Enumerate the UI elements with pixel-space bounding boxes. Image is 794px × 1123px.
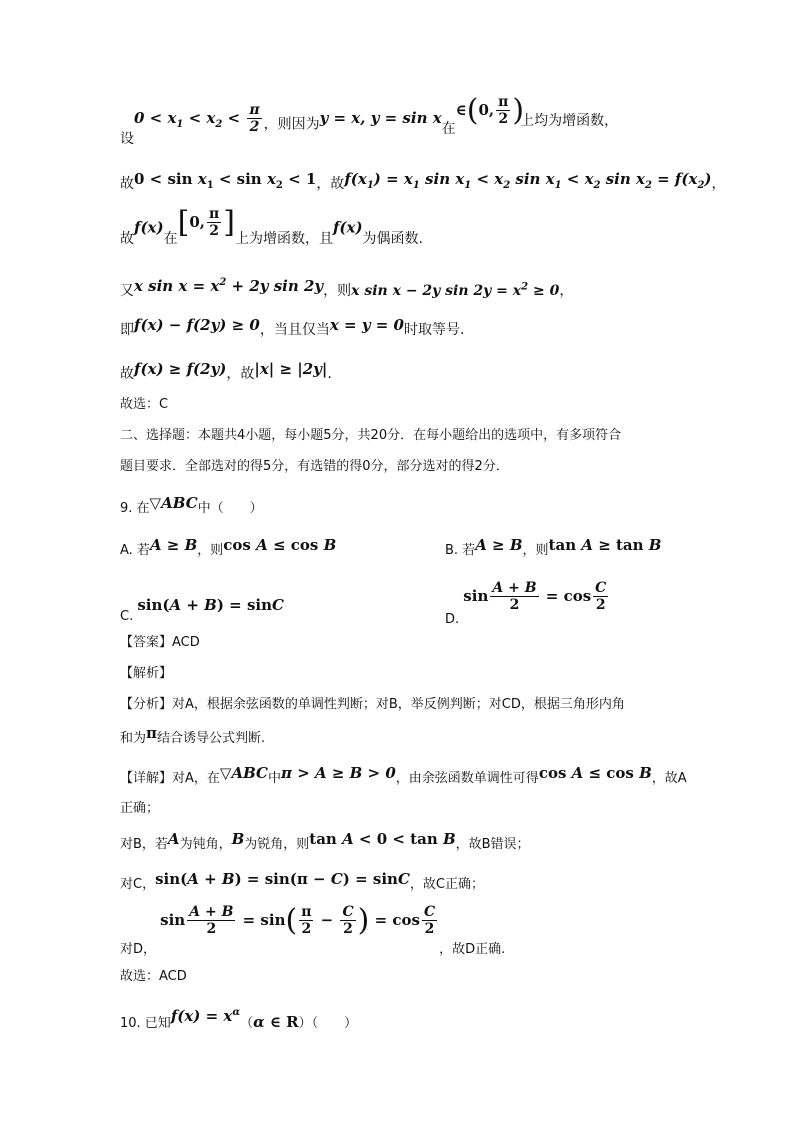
line-5 <box>120 318 464 341</box>
text: B. 若 <box>445 543 476 558</box>
line-1 <box>120 92 622 158</box>
math-triangle: ▽ABC <box>219 764 268 782</box>
math-eq: x = y = 0 <box>329 316 404 334</box>
math-triangle: ▽ABC <box>149 494 198 512</box>
math: sin(A + B) = sin(π − C) = sinC <box>155 870 410 888</box>
text: 故 <box>120 366 134 382</box>
text: 对C， <box>120 877 156 892</box>
line-4 <box>120 276 573 302</box>
math-ineq: x sin x − 2y $\sin 2y = x^2 \ge 0$ <box>351 281 560 299</box>
detail-line-1 <box>120 766 687 790</box>
text: . <box>327 366 332 382</box>
text: 【详解】对A，在 <box>120 771 220 786</box>
text: 对B，若 <box>120 837 168 852</box>
text: C. <box>120 609 134 624</box>
text: ）（ ） <box>298 1016 358 1031</box>
answer-line: 故选：C <box>120 397 169 412</box>
line-6 <box>120 362 332 385</box>
line-2 <box>120 172 726 201</box>
math-eq: x $\sin x = x^2 + 2y$ sin 2y <box>134 277 324 295</box>
detail-d <box>120 902 506 957</box>
text: ，则 <box>522 543 549 558</box>
text: 又 <box>120 283 134 299</box>
math-fx: f(x) <box>134 218 164 237</box>
text: 上均为增函数， <box>520 112 619 129</box>
option-c <box>120 596 284 624</box>
text: 在 <box>441 120 456 137</box>
answer-acd: 故选：ACD <box>120 969 187 984</box>
math-f-chain: $f(x_1) = x_1$ $\sin x_1 < x_2$ $\sin x_1 < x_2$ $\sin x_2 = f(x_2)$ <box>344 170 712 191</box>
question-10 <box>120 1008 357 1035</box>
text: ，由余弦函数单调性可得 <box>395 771 539 786</box>
text: ，故B错误； <box>455 837 530 852</box>
text: 在 <box>163 230 178 247</box>
math-pi: π <box>146 724 157 742</box>
text: ，则因为 <box>263 116 320 133</box>
text: A. 若 <box>120 543 150 558</box>
math: α ∈ R <box>253 1013 299 1031</box>
text: ，故D正确. <box>439 941 506 957</box>
math: A ≥ B <box>149 536 198 554</box>
math: sin $\frac{A + B}{2}$ = sin( $\frac{\pi}{2}$ − $\frac{C}{2}$ ) = cos $\frac{C}{2}$ <box>160 902 436 938</box>
text: 和为 <box>120 731 147 746</box>
math-sin-ineq: $0 < \sin x_1 < \sin x_2 < 1$ <box>134 170 317 191</box>
answer-tag: 【答案】ACD <box>120 635 200 650</box>
section-2-line-2: 题目要求．全部选对的得5分，有选错的得0分，部分选对的得2分． <box>120 459 509 474</box>
math-abs: |x| ≥ |2y| <box>254 360 328 378</box>
text: 中 <box>268 771 282 786</box>
text: 故 <box>120 230 134 247</box>
analysis-line-2 <box>120 726 265 750</box>
text: 10. 已知 <box>120 1016 171 1031</box>
text: 对D， <box>120 941 157 957</box>
text: 上为增函数，且 <box>234 230 333 247</box>
detail-b <box>120 832 530 856</box>
text: ，则 <box>323 283 352 299</box>
text: 时取等号. <box>403 322 465 338</box>
text: ， <box>711 176 726 192</box>
question-9 <box>120 496 263 520</box>
math-interval: ∈(0, $\frac{\pi}{2}$ ) <box>455 92 525 128</box>
option-d <box>445 580 610 627</box>
text: ，故A <box>651 771 687 786</box>
analysis-tag: 【解析】 <box>120 666 173 681</box>
text: 9. 在 <box>120 501 150 516</box>
text: 为偶函数. <box>362 230 423 247</box>
math-ineq: $0 < x_1 < x_2$ < $\frac{\pi}{2}$ <box>134 102 260 135</box>
text: ，故C正确； <box>409 877 484 892</box>
detail-line-2: 正确； <box>120 801 160 816</box>
text: 设 <box>120 130 134 147</box>
section-2-line-1: 二、选择题：本题共4小题，每小题5分，共20分．在每小题给出的选项中，有多项符合 <box>120 428 622 443</box>
math-closed-interval: [0, $\frac{\pi}{2}$ ] <box>177 204 235 240</box>
option-a <box>120 538 336 562</box>
math: B <box>231 830 245 848</box>
text: ，则 <box>197 543 224 558</box>
text: 为钝角， <box>179 837 232 852</box>
math-funcs: y = x, y = sin x <box>319 108 442 127</box>
math: sin(A + B) = sinC <box>137 596 284 614</box>
text: ，当且仅当 <box>259 322 330 338</box>
text: ，故 <box>316 176 345 192</box>
text: ， <box>559 283 574 299</box>
math-ineq: f(x) − f(2y) ≥ 0 <box>134 316 260 334</box>
line-3 <box>120 204 423 256</box>
detail-c <box>120 872 484 896</box>
math-fx: f(x) <box>332 218 363 237</box>
text: 故 <box>120 176 134 192</box>
text: （ <box>240 1016 254 1031</box>
analysis-line-1: 【分析】对A，根据余弦函数的单调性判断；对B，举反例判断；对CD，根据三角形内角 <box>120 697 625 712</box>
text: 即 <box>120 322 134 338</box>
text: D. <box>445 611 460 627</box>
math: cos A ≤ cos B <box>223 536 337 554</box>
math: sin $\frac{A + B}{2}$ = cos $\frac{C}{2}$ <box>463 580 607 613</box>
text: ，故 <box>226 366 255 382</box>
math: cos A ≤ cos B <box>538 764 652 782</box>
math: A <box>167 830 180 848</box>
math-ineq: f(x) ≥ f(2y) <box>134 360 227 378</box>
math: π > A ≥ B > 0 <box>281 764 396 782</box>
math-power: $f(x) = x^\alpha$ <box>170 1007 241 1025</box>
math: A ≥ B <box>475 536 523 554</box>
math: tan A ≥ tan B <box>548 536 662 554</box>
text: 结合诱导公式判断. <box>157 731 266 746</box>
math: tan A < 0 < tan B <box>309 830 456 848</box>
text: 为锐角，则 <box>244 837 310 852</box>
option-b <box>445 538 661 562</box>
text: 中（ ） <box>197 501 263 516</box>
